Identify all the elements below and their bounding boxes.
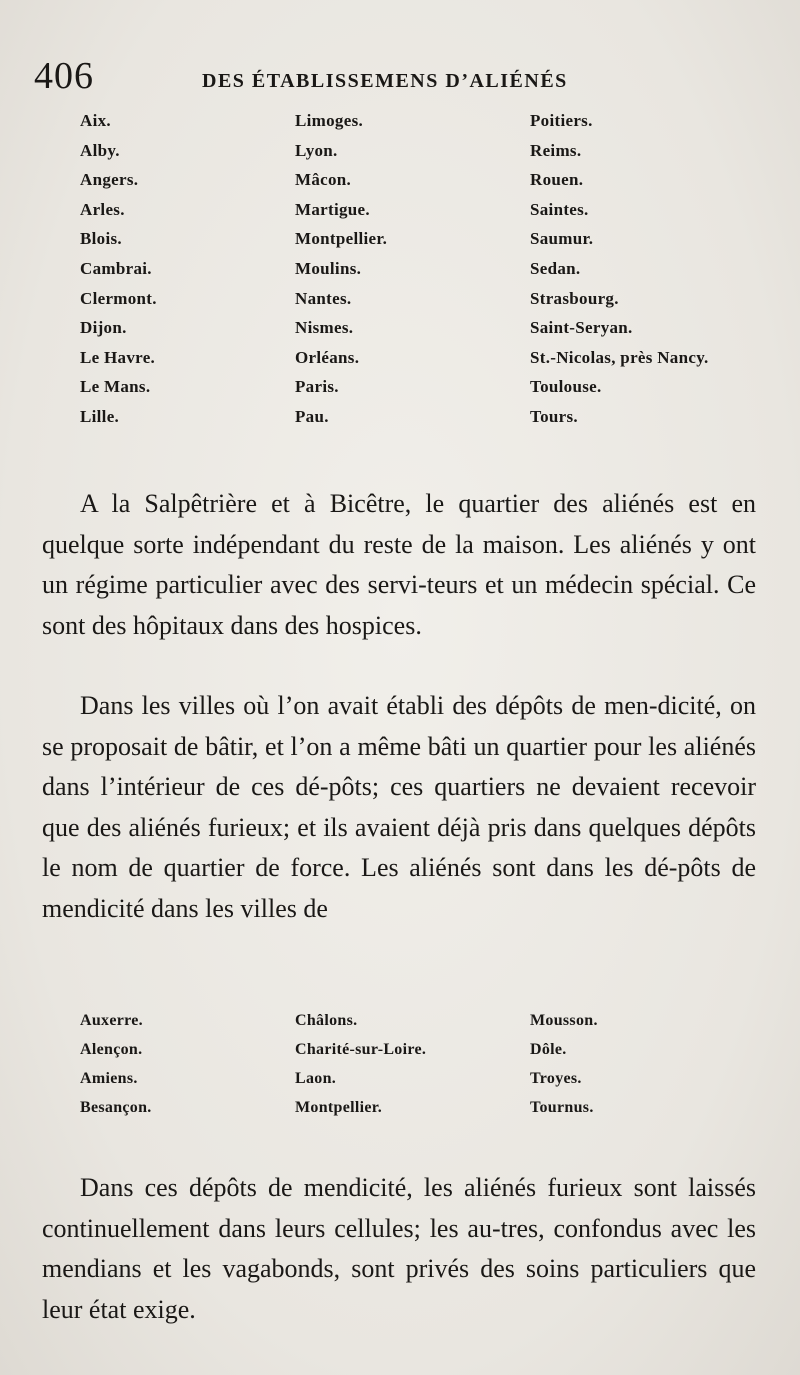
city-name: Troyes.: [530, 1070, 582, 1087]
city-name: Saintes.: [530, 199, 589, 219]
city-name: St.-Nicolas, près Nancy.: [530, 347, 709, 367]
city-name: Châlons.: [295, 1012, 358, 1029]
city-name: Nismes.: [295, 318, 354, 338]
city-name: Montpellier.: [295, 1099, 382, 1116]
city-name: Martigue.: [295, 199, 370, 219]
city-name: Angers.: [80, 170, 139, 190]
city-name: Aix.: [80, 111, 111, 130]
city-name: Saumur.: [530, 229, 594, 249]
paragraph-furieux: [42, 1168, 756, 1330]
city-name: Sedan.: [530, 258, 581, 278]
paragraph-text: A la Salpêtrière et à Bicêtre, le quartier des aliénés est en quelque sorte indépendant du reste de la maison. Les aliénés y ont un régime particulier avec des servi-teurs et un médecin spécial. Ce sont des hôpitaux dans des hospices.: [42, 489, 756, 640]
city-list-depots: [80, 1006, 750, 1122]
city-name: Nantes.: [295, 288, 352, 308]
city-name: Dôle.: [530, 1041, 567, 1058]
city-name: Besançon.: [80, 1099, 152, 1116]
city-name: Dijon.: [80, 318, 127, 338]
city-name: Toulouse.: [530, 377, 602, 397]
city-name: Tours.: [530, 406, 578, 426]
city-name: Orléans.: [295, 347, 360, 367]
city-name: Charité-sur-Loire.: [295, 1041, 427, 1058]
city-name: Reims.: [530, 140, 582, 160]
running-head: DES ÉTABLISSEMENS D’ALIÉNÉS: [202, 70, 568, 92]
page-number: 406: [34, 55, 94, 97]
city-name: Rouen.: [530, 170, 584, 190]
city-name: Clermont.: [80, 288, 157, 308]
city-name: Paris.: [295, 377, 339, 397]
city-name: Moulins.: [295, 258, 362, 278]
city-name: Alençon.: [80, 1041, 143, 1058]
city-name: Limoges.: [295, 111, 364, 130]
city-name: Tournus.: [530, 1099, 594, 1116]
paragraph-depots-mendicite: [42, 686, 756, 929]
city-name: Montpellier.: [295, 229, 388, 249]
city-name: Le Havre.: [80, 347, 156, 367]
city-name: Lyon.: [295, 140, 338, 160]
city-list-hospitals: [80, 106, 750, 432]
city-name: Poitiers.: [530, 111, 593, 130]
city-name: Auxerre.: [80, 1012, 143, 1029]
paragraph-text: Dans les villes où l’on avait établi des dépôts de men-dicité, on se proposait de bâtir, et l’on a même bâti un quartier pour les aliénés dans l’intérieur de ces dé-pôts; ces quartiers ne devaient recevoir que des aliénés furieux; et ils avaient déjà pris dans quelques dépôts le nom de quartier de force. Les aliénés sont dans les dé-pôts de mendicité dans les villes de: [42, 691, 756, 923]
city-name: Mâcon.: [295, 170, 352, 190]
paragraph-salpetriere: [42, 484, 756, 646]
city-name: Laon.: [295, 1070, 337, 1087]
city-name: Strasbourg.: [530, 288, 619, 308]
city-name: Alby.: [80, 140, 120, 160]
paragraph-text: Dans ces dépôts de mendicité, les aliénés furieux sont laissés continuellement dans leurs cellules; les au-tres, confondus avec les mendians et les vagabonds, sont privés des soins particuliers que leur état exige.: [42, 1173, 756, 1324]
page-header: [34, 52, 774, 100]
city-name: Amiens.: [80, 1070, 138, 1087]
city-name: Mousson.: [530, 1012, 598, 1029]
city-name: Pau.: [295, 406, 329, 426]
city-name: Arles.: [80, 199, 125, 219]
city-name: Lille.: [80, 406, 120, 426]
city-name: Le Mans.: [80, 377, 151, 397]
city-name: Cambrai.: [80, 258, 152, 278]
city-name: Blois.: [80, 229, 122, 249]
city-name: Saint-Seryan.: [530, 318, 633, 338]
